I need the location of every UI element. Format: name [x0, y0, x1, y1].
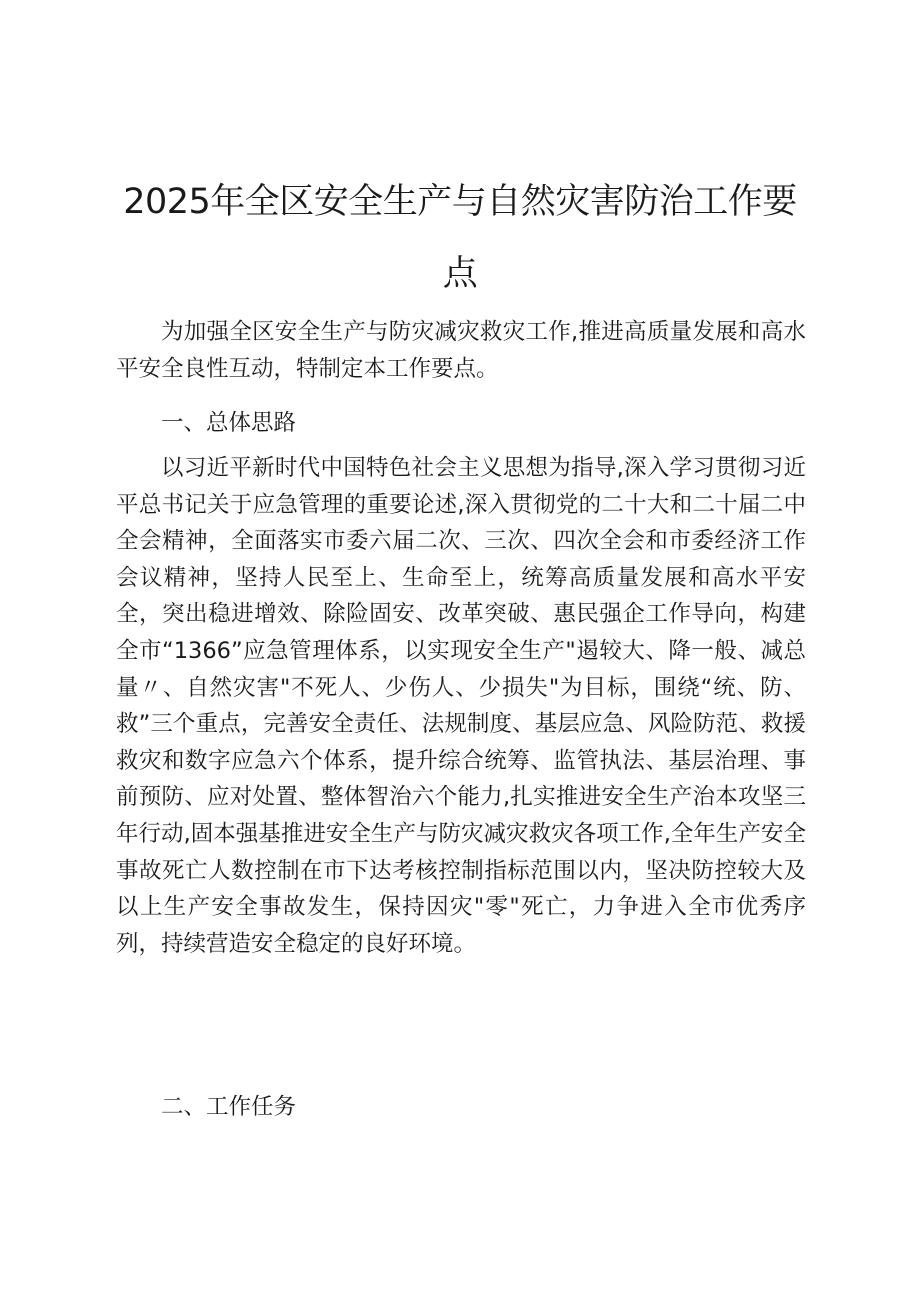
section-heading-overall-approach: 一、总体思路: [161, 410, 297, 436]
section-heading-work-tasks: 二、工作任务: [161, 1094, 297, 1120]
overall-approach-paragraph: 以习近平新时代中国特色社会主义思想为指导,深入学习贯彻习近平总书记关于应急管理的重要论述,深入贯彻党的二十大和二十届二中全会精神，全面落实市委六届二次、三次、四次全会和市委经济工作会议精神，坚持人民至上、生命至上，统筹高质量发展和高水平安全，突出稳进增效、除险固安、改革突破、惠民强企工作导向，构建全市“1366”应急管理体系，以实现安全生产"遏较大、降一般、减总量〃、自然灾害"不死人、少伤人、少损失"为目标，围绕“统、防、救”三个重点，完善安全责任、法规制度、基层应急、风险防范、救援救灾和数字应急六个体系，提升综合统筹、监管执法、基层治理、事前预防、应对处置、整体智治六个能力,扎实推进安全生产治本攻坚三年行动,固本强基推进安全生产与防灾减灾救灾各项工作,全年生产安全事故死亡人数控制在市下达考核控制指标范围以内，坚决防控较大及以上生产安全事故发生，保持因灾"零"死亡，力争进入全市优秀序列，持续营造安全稳定的良好环境。: [116, 455, 806, 957]
intro-paragraph: 为加强全区安全生产与防灾减灾救灾工作,推进高质量发展和高水平安全良性互动，特制定本工作要点。: [116, 319, 806, 382]
document-title: 2025年全区安全生产与自然灾害防治工作要点: [123, 182, 797, 294]
